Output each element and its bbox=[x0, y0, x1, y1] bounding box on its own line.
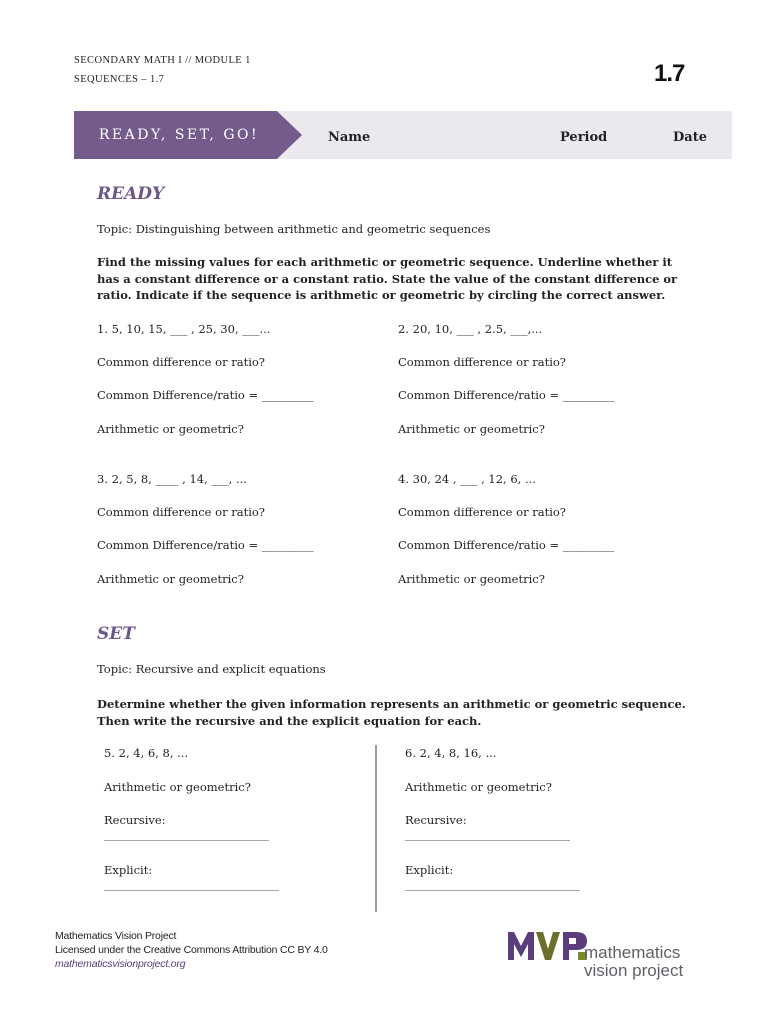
footer-link[interactable]: mathematicsvisionproject.org bbox=[55, 958, 186, 970]
instruction-line: Then write the recursive and the explicit equation for each. bbox=[97, 713, 482, 728]
set-title: SET bbox=[97, 624, 135, 644]
instruction-line: Find the missing values for each arithmetic or geometric sequence. Underline whether it bbox=[97, 255, 673, 269]
problem-5-explicit-line[interactable]: ___________________________________ bbox=[104, 880, 279, 891]
mvp-logo-mark bbox=[508, 930, 590, 962]
problem-4-sequence: 4. 30, 24 , ___ , 12, 6, ... bbox=[398, 472, 536, 486]
ready-title: READY bbox=[97, 184, 165, 204]
set-topic: Topic: Recursive and explicit equations bbox=[97, 662, 326, 676]
problem-2-q1: Common difference or ratio? bbox=[398, 355, 566, 369]
ready-topic: Topic: Distinguishing between arithmetic and geometric sequences bbox=[97, 222, 491, 236]
instruction-line: has a constant difference or a constant ratio. State the value of the constant difference or bbox=[97, 271, 678, 286]
problem-5-recursive-line[interactable]: _________________________________ bbox=[104, 830, 269, 841]
problem-5-sequence: 5. 2, 4, 6, 8, ... bbox=[104, 746, 189, 760]
footer-project: Mathematics Vision Project bbox=[55, 930, 177, 942]
mvp-logo[interactable] bbox=[508, 930, 708, 980]
problem-6-explicit-line[interactable]: ___________________________________ bbox=[405, 880, 580, 891]
instruction-line: ratio. Indicate if the sequence is arithmetic or geometric by circling the correct answer. bbox=[97, 288, 666, 302]
problem-5-explicit-label: Explicit: bbox=[104, 863, 153, 877]
problem-2-sequence: 2. 20, 10, ___ , 2.5, ___,... bbox=[398, 322, 543, 336]
problem-2-q2: Common Difference/ratio = _________ bbox=[398, 388, 615, 402]
problem-1-q2: Common Difference/ratio = _________ bbox=[97, 388, 314, 402]
period-label: Period bbox=[560, 130, 608, 145]
problem-6-recursive-line[interactable]: _________________________________ bbox=[405, 830, 570, 841]
column-divider bbox=[375, 745, 377, 912]
course-title: SECONDARY MATH I // MODULE 1 bbox=[74, 55, 251, 66]
lesson-number: 1.7 bbox=[654, 60, 685, 87]
date-label: Date bbox=[673, 130, 707, 145]
footer-license: Licensed under the Creative Commons Attribution CC BY 4.0 bbox=[55, 944, 328, 956]
problem-4-q1: Common difference or ratio? bbox=[398, 505, 566, 519]
problem-6-explicit-label: Explicit: bbox=[405, 863, 454, 877]
problem-5-q1: Arithmetic or geometric? bbox=[104, 780, 251, 794]
lesson-subtitle: SEQUENCES – 1.7 bbox=[74, 74, 165, 85]
instruction-line: Determine whether the given information represents an arithmetic or geometric sequence. bbox=[97, 697, 686, 711]
problem-4-q2: Common Difference/ratio = _________ bbox=[398, 538, 615, 552]
ready-instructions bbox=[97, 254, 677, 304]
problem-1-q3: Arithmetic or geometric? bbox=[97, 422, 244, 436]
problem-3-q2: Common Difference/ratio = _________ bbox=[97, 538, 314, 552]
problem-5-recursive-label: Recursive: bbox=[104, 813, 166, 827]
banner-title: READY, SET, GO! bbox=[98, 127, 260, 143]
problem-3-q1: Common difference or ratio? bbox=[97, 505, 265, 519]
problem-1-q1: Common difference or ratio? bbox=[97, 355, 265, 369]
problem-4-q3: Arithmetic or geometric? bbox=[398, 572, 545, 586]
problem-6-sequence: 6. 2, 4, 8, 16, ... bbox=[405, 746, 497, 760]
problem-2-q3: Arithmetic or geometric? bbox=[398, 422, 545, 436]
problem-1-sequence: 1. 5, 10, 15, ___ , 25, 30, ___... bbox=[97, 322, 271, 336]
problem-6-q1: Arithmetic or geometric? bbox=[405, 780, 552, 794]
problem-3-q3: Arithmetic or geometric? bbox=[97, 572, 244, 586]
set-instructions bbox=[97, 696, 686, 729]
problem-3-sequence: 3. 2, 5, 8, ____ , 14, ___, ... bbox=[97, 472, 247, 486]
logo-text-line2: vision project bbox=[584, 961, 684, 980]
name-label: Name bbox=[328, 130, 371, 145]
logo-text-line1: mathematics bbox=[584, 943, 681, 962]
problem-6-recursive-label: Recursive: bbox=[405, 813, 467, 827]
